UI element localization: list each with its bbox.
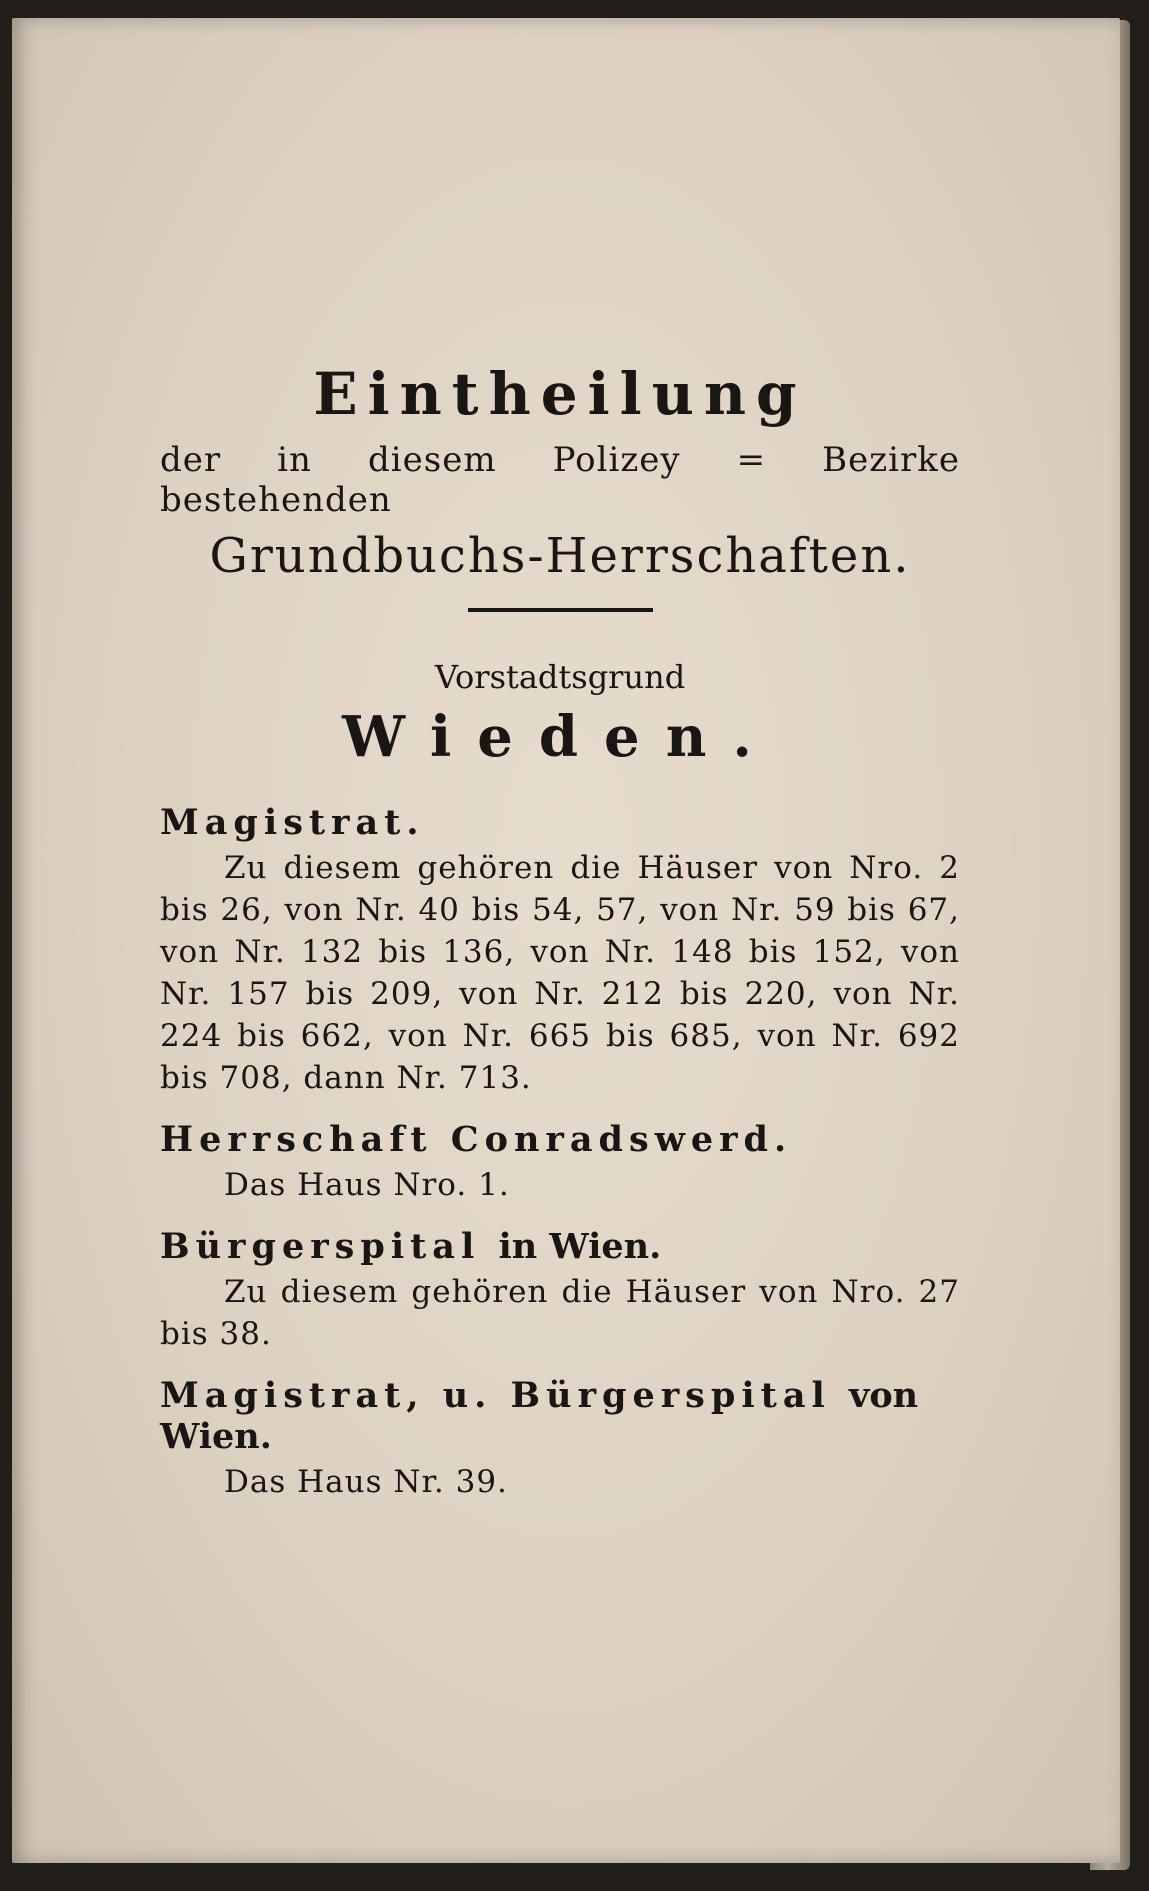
page-title: Eintheilung (313, 360, 807, 428)
subtitle-line-1: der in diesem Polizey = Bezirke bestehenden (160, 440, 960, 520)
section-heading (160, 1226, 960, 1267)
district-type: Vorstadtsgrund (434, 658, 686, 696)
section-heading-main: Magistrat, u. Bürgerspital (160, 1375, 831, 1416)
section-magistrat (160, 802, 960, 1099)
subtitle-line-2: Grundbuchs-Herrschaften. (209, 528, 911, 584)
section-heading (160, 1375, 960, 1457)
section-magistrat-buergerspital (160, 1375, 960, 1503)
section-body: Zu diesem gehören die Häuser von Nro. 27 bis 38. (160, 1274, 960, 1352)
page-content (160, 360, 960, 1523)
district-name: Wieden. (342, 704, 778, 770)
section-conradswerd (160, 1119, 960, 1206)
section-heading: Herrschaft Conradswerd. (160, 1119, 793, 1160)
section-body: Zu diesem gehören die Häuser von Nro. 2 bis 26, von Nr. 40 bis 54, 57, von Nr. 59 bis 67, von Nr. 132 bis 136, von Nr. 148 bis 152, von Nr. 157 bis 209, von Nr. 212 bis 220, von Nr. 224 bis 662, von Nr. 665 bis 685, von Nr. 692 bis 708, dann Nr. 713. (160, 850, 960, 1096)
section-heading-main: Bürgerspital (160, 1226, 481, 1267)
section-body: Das Haus Nro. 1. (224, 1167, 510, 1203)
section-heading-suffix: in Wien. (498, 1226, 662, 1267)
section-body: Das Haus Nr. 39. (224, 1464, 508, 1500)
divider-rule (468, 608, 653, 612)
section-heading-suffix: von Wien. (160, 1375, 919, 1457)
section-buergerspital (160, 1226, 960, 1355)
section-heading: Magistrat. (160, 802, 425, 843)
